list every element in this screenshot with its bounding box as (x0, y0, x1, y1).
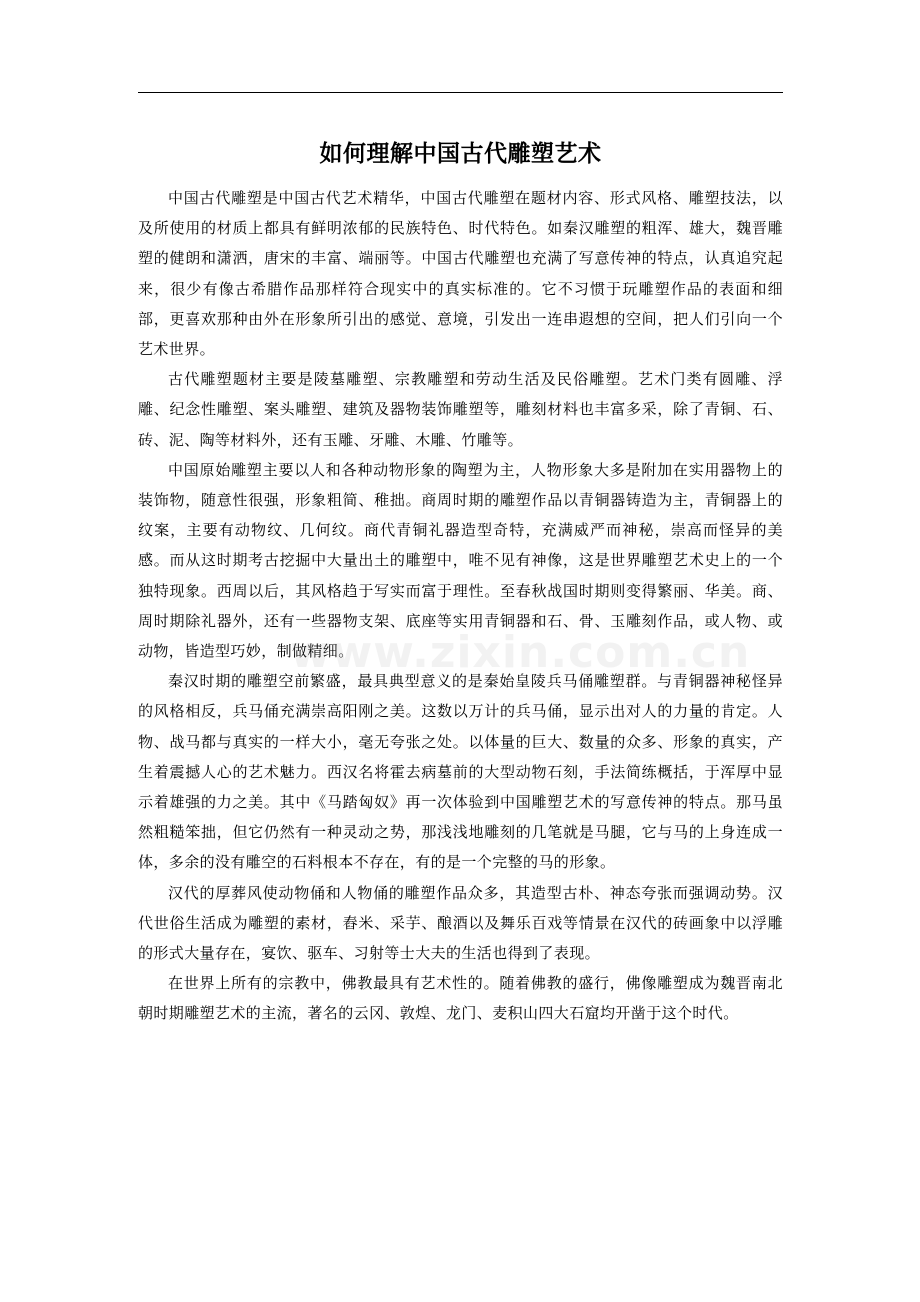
document-title: 如何理解中国古代雕塑艺术 (319, 141, 602, 167)
header-rule (138, 92, 783, 93)
body-paragraph: 中国原始雕塑主要以人和各种动物形象的陶塑为主，人物形象大多是附加在实用器物上的装饰物，随意性很强，形象粗简、稚拙。商周时期的雕塑作品以青铜器铸造为主，青铜器上的纹案，主要有动物纹、几何纹。商代青铜礼器造型奇特，充满威严而神秘，崇高而怪异的美感。而从这时期考古挖掘中大量出土的雕塑中，唯不见有神像，这是世界雕塑艺术史上的一个独特现象。西周以后，其风格趋于写实而富于理性。至春秋战国时期则变得繁丽、华美。商、周时期除礼器外，还有一些器物支架、底座等实用青铜器和石、骨、玉雕刻作品，或人物、或动物，皆造型巧妙，制做精细。 (138, 460, 783, 661)
body-paragraph: 中国古代雕塑是中国古代艺术精华，中国古代雕塑在题材内容、形式风格、雕塑技法，以及所使用的材质上都具有鲜明浓郁的民族特色、时代特色。如秦汉雕塑的粗浑、雄大，魏晋雕塑的健朗和潇洒，唐宋的丰富、端丽等。中国古代雕塑也充满了写意传神的特点，认真追究起来，很少有像古希腊作品那样符合现实中的真实标准的。它不习惯于玩雕塑作品的表面和细部，更喜欢那种由外在形象所引出的感觉、意境，引发出一连串遐想的空间，把人们引向一个艺术世界。 (138, 189, 783, 359)
body-paragraph: 古代雕塑题材主要是陵墓雕塑、宗教雕塑和劳动生活及民俗雕塑。艺术门类有圆雕、浮雕、纪念性雕塑、案头雕塑、建筑及器物装饰雕塑等，雕刻材料也丰富多采，除了青铜、石、砖、泥、陶等材料外，还有玉雕、牙雕、木雕、竹雕等。 (138, 370, 783, 449)
watermark-text: www.zixin.com.cn (290, 627, 751, 678)
body-paragraph: 在世界上所有的宗教中，佛教最具有艺术性的。随着佛教的盛行，佛像雕塑成为魏晋南北朝时期雕塑艺术的主流，著名的云冈、敦煌、龙门、麦积山四大石窟均开凿于这个时代。 (138, 974, 783, 1023)
body-paragraph: 秦汉时期的雕塑空前繁盛，最具典型意义的是秦始皇陵兵马俑雕塑群。与青铜器神秘怪异的风格相反，兵马俑充满崇高阳刚之美。这数以万计的兵马俑，显示出对人的力量的肯定。人物、战马都与真实的一样大小，毫无夸张之处。以体量的巨大、数量的众多、形象的真实，产生着震撼人心的艺术魅力。西汉名将霍去病墓前的大型动物石刻，手法简练概括，于浑厚中显示着雄强的力之美。其中《马踏匈奴》再一次体验到中国雕塑艺术的写意传神的特点。那马虽然粗糙笨拙，但它仍然有一种灵动之势，那浅浅地雕刻的几笔就是马腿，它与马的上身连成一体，多余的没有雕空的石料根本不存在，有的是一个完整的马的形象。 (138, 672, 783, 872)
body-paragraph: 汉代的厚葬风使动物俑和人物俑的雕塑作品众多，其造型古朴、神态夸张而强调动势。汉代世俗生活成为雕塑的素材，舂米、采芋、酿酒以及舞乐百戏等情景在汉代的砖画象中以浮雕的形式大量存在，宴饮、驱车、习射等士大夫的生活也得到了表现。 (138, 883, 783, 963)
document-body (138, 183, 783, 1029)
